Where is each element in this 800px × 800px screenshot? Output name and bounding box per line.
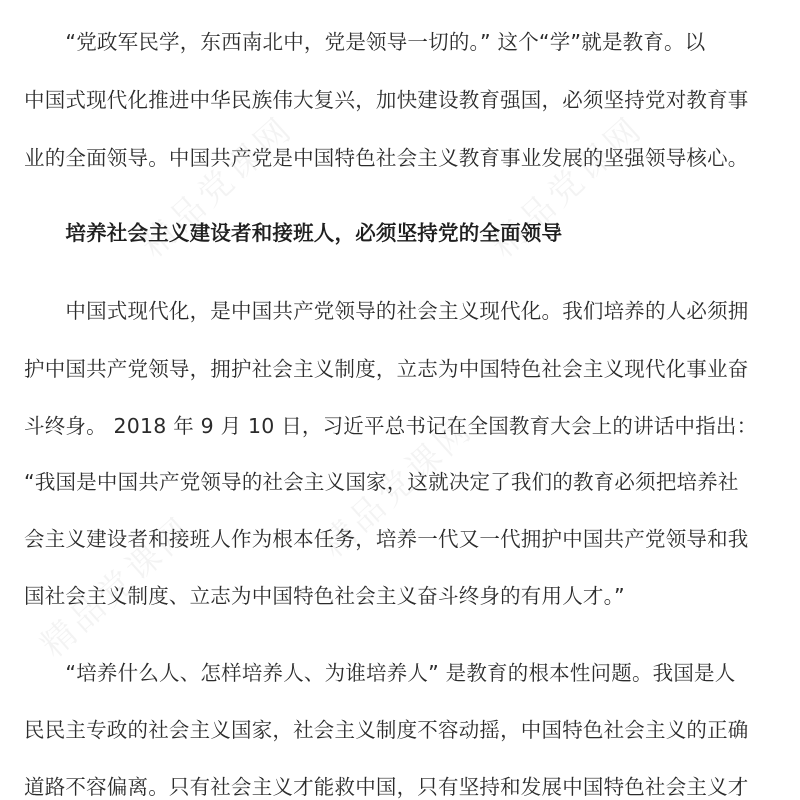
quote-line: 国社会主义制度、立志为中国特色社会主义奋斗终身的有用人才。”: [24, 584, 625, 608]
section-heading: 培养社会主义建设者和接班人，必须坚持党的全面领导: [24, 221, 563, 245]
paragraph-line: 中国式现代化，是中国共产党领导的社会主义现代化。我们培养的人必须拥: [24, 299, 749, 323]
paragraph-line: “培养什么人、怎样培养人、为谁培养人” 是教育的根本性问题。我国是人: [24, 661, 736, 685]
paragraph-line: 民民主专政的社会主义国家，社会主义制度不容动摇，中国特色社会主义的正确: [24, 718, 749, 742]
paragraph-line: 护中国共产党领导，拥护社会主义制度，立志为中国特色社会主义现代化事业奋: [24, 357, 749, 381]
paragraph-line: 业的全面领导。中国共产党是中国特色社会主义教育事业发展的坚强领导核心。: [24, 146, 749, 170]
quote-line: 会主义建设者和接班人作为根本任务，培养一代又一代拥护中国共产党领导和我: [24, 527, 749, 551]
paragraph-line: 道路不容偏离。只有社会主义才能救中国，只有坚持和发展中国特色社会主义才: [24, 775, 749, 799]
paragraph-line: 斗终身。 2018 年 9 月 10 日，习近平总书记在全国教育大会上的讲话中指出：: [24, 414, 758, 438]
paragraph-line: 中国式现代化推进中华民族伟大复兴，加快建设教育强国，必须坚持党对教育事: [24, 88, 749, 112]
quote-line: “我国是中国共产党领导的社会主义国家，这就决定了我们的教育必须把培养社: [24, 470, 739, 494]
paragraph-line: “党政军民学，东西南北中，党是领导一切的。” 这个“学”就是教育。以: [24, 30, 706, 54]
